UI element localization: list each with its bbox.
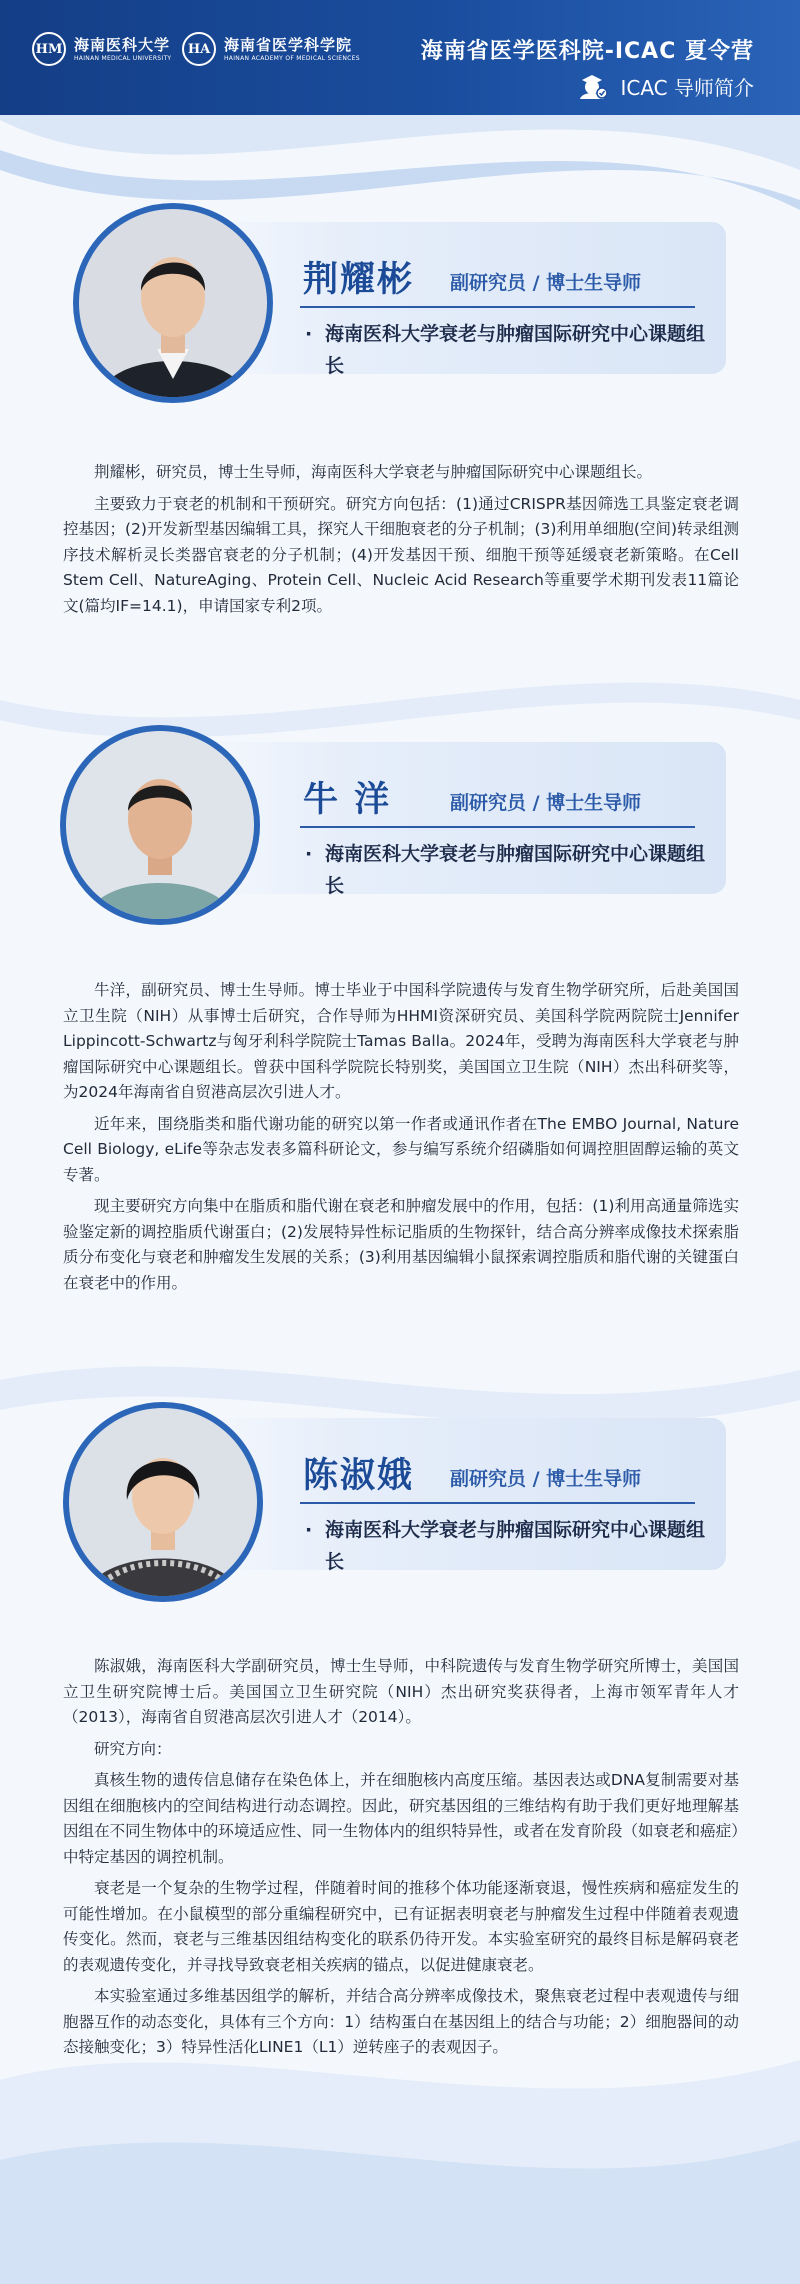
- mentor-2-photo: [60, 725, 260, 925]
- mentor-3-bio-p4: 衰老是一个复杂的生物学过程，伴随着时间的推移个体功能逐渐衰退，慢性疾病和癌症发生的可能性增加。在小鼠模型的部分重编程研究中，已有证据表明衰老与肿瘤发生过程中伴随着表观遗传变化。然而，衰老与三维基因组结构变化的联系仍待开发。本实验室研究的最终目标是解码衰老的表观遗传变化，并寻找导致衰老相关疾病的锚点，以促进健康衰老。: [63, 1879, 739, 1974]
- mentor-3-affiliation-text: 海南医科大学衰老与肿瘤国际研究中心课题组长: [325, 1519, 706, 1573]
- mentor-1-bio: [63, 460, 739, 625]
- mentor-graduate-icon: [578, 73, 610, 101]
- camp-subtitle: [578, 72, 754, 101]
- mentor-2-bio-p2: 近年来，围绕脂类和脂代谢功能的研究以第一作者或通讯作者在The EMBO Journal, Nature Cell Biology, eLife等杂志发表多篇科研论文，参与编写系统介绍磷脂如何调控胆固醇运输的英文专著。: [63, 1114, 739, 1184]
- mentor-3-bio: [63, 1654, 739, 2067]
- bullet-dot-icon: ·: [305, 843, 313, 865]
- bullet-dot-icon: ·: [305, 323, 313, 345]
- logo2-cn: 海南省医学科学院: [224, 35, 353, 54]
- logo-hainan-academy: [182, 32, 360, 66]
- mentor-1-affiliation: [305, 318, 705, 382]
- mentor-3-affiliation: [305, 1514, 705, 1578]
- mentor-2-bio-p3: 现主要研究方向集中在脂质和脂代谢在衰老和肿瘤发展中的作用，包括：(1)利用高通量筛选实验鉴定新的调控脂质代谢蛋白；(2)发展特异性标记脂质的生物探针，结合高分辨率成像技术探索脂质分布变化与衰老和肿瘤发生发展的关系；(3)利用基因编辑小鼠探索调控脂质和脂代谢的关键蛋白在衰老中的作用。: [63, 1197, 739, 1292]
- mentor-1-bio-p1: 荆耀彬，研究员，博士生导师，海南医科大学衰老与肿瘤国际研究中心课题组长。: [94, 463, 653, 481]
- logo1-en: HAINAN MEDICAL UNIVERSITY: [74, 54, 172, 62]
- university-seal-icon: HM: [32, 32, 66, 66]
- mentor-3-bio-p1: 陈淑娥，海南医科大学副研究员，博士生导师，中科院遗传与发育生物学研究所博士，美国国立卫生研究院博士后。美国国立卫生研究院（NIH）杰出研究奖获得者，上海市领军青年人才（2013），海南省自贸港高层次引进人才（2014）。: [63, 1657, 739, 1726]
- bullet-dot-icon: ·: [305, 1519, 313, 1541]
- mentor-1-name: 荆耀彬: [303, 260, 415, 300]
- mentor-2-portrait-icon: [66, 731, 254, 919]
- logo2-en: HAINAN ACADEMY OF MEDICAL SCIENCES: [224, 54, 360, 62]
- mentor-2-divider: [300, 826, 695, 828]
- mentor-3-name: 陈淑娥: [303, 1456, 415, 1496]
- mentor-3-divider: [300, 1502, 695, 1504]
- mentor-3-photo: [63, 1402, 263, 1602]
- mentor-1-portrait-icon: [79, 209, 267, 397]
- camp-title: 海南省医学医科院-ICAC 夏令营: [420, 39, 754, 64]
- mentor-2-bio: [63, 978, 739, 1302]
- mentor-3-bio-p5: 本实验室通过多维基因组学的解析，并结合高分辨率成像技术，聚焦衰老过程中表观遗传与细胞器互作的动态变化，具体有三个方向：1）结构蛋白在基因组上的结合与功能；2）细胞器间的动态接触变化；3）特异性活化LINE1（L1）逆转座子的表观因子。: [63, 1987, 739, 2056]
- logo1-cn: 海南医科大学: [74, 35, 171, 54]
- mentor-3-portrait-icon: [69, 1408, 257, 1596]
- mentor-1-bio-p2: 主要致力于衰老的机制和干预研究。研究方向包括：(1)通过CRISPR基因筛选工具鉴定衰老调控基因；(2)开发新型基因编辑工具，探究人干细胞衰老的分子机制；(3)利用单细胞(空间)转录组测序技术解析灵长类器官衰老的分子机制；(4)开发基因干预、细胞干预等延缓衰老新策略。在Cell Stem Cell、NatureAging、Protein Cell、Nucleic Acid Research等重要学术期刊发表11篇论文(篇均IF=14.1)，申请国家专利2项。: [63, 494, 740, 615]
- mentor-3-bio-p2: 研究方向：: [94, 1739, 172, 1758]
- mentor-2-affiliation-text: 海南医科大学衰老与肿瘤国际研究中心课题组长: [325, 843, 706, 897]
- mentor-3-title: 副研究员 / 博士生导师: [450, 1468, 642, 1490]
- mentor-2-affiliation: [305, 838, 705, 902]
- mentor-3-bio-p3: 真核生物的遗传信息储存在染色体上，并在细胞核内高度压缩。基因表达或DNA复制需要对基因组在细胞核内的空间结构进行动态调控。因此，研究基因组的三维结构有助于我们更好地理解基因组在不同生物体中的环境适应性、同一生物体内的组织特异性，或者在发育阶段（如衰老和癌症）中特定基因的调控机制。: [63, 1771, 739, 1866]
- mentor-2-name: 牛 洋: [303, 780, 392, 820]
- mentor-1-affiliation-text: 海南医科大学衰老与肿瘤国际研究中心课题组长: [325, 323, 706, 377]
- camp-subtitle-text: ICAC 导师简介: [620, 76, 754, 100]
- mentor-2-bio-p1: 牛洋，副研究员、博士生导师。博士毕业于中国科学院遗传与发育生物学研究所，后赴美国国立卫生院（NIH）从事博士后研究，合作导师为HHMI资深研究员、美国科学院两院院士Jennifer Lippincott-Schwartz与匈牙利科学院院士Tamas Balla。2024年，受聘为海南医科大学衰老与肿瘤国际研究中心课题组长。曾获中国科学院院长特别奖，美国国立卫生院（NIH）杰出科研奖等，为2024年海南省自贸港高层次引进人才。: [63, 981, 739, 1101]
- academy-seal-icon: HA: [182, 32, 216, 66]
- header-banner: [0, 0, 800, 115]
- mentor-2-title: 副研究员 / 博士生导师: [450, 792, 642, 814]
- mentor-1-photo: [73, 203, 273, 403]
- logo-hainan-medical-university: [32, 32, 171, 66]
- mentor-1-title: 副研究员 / 博士生导师: [450, 272, 642, 294]
- mentor-1-divider: [300, 306, 695, 308]
